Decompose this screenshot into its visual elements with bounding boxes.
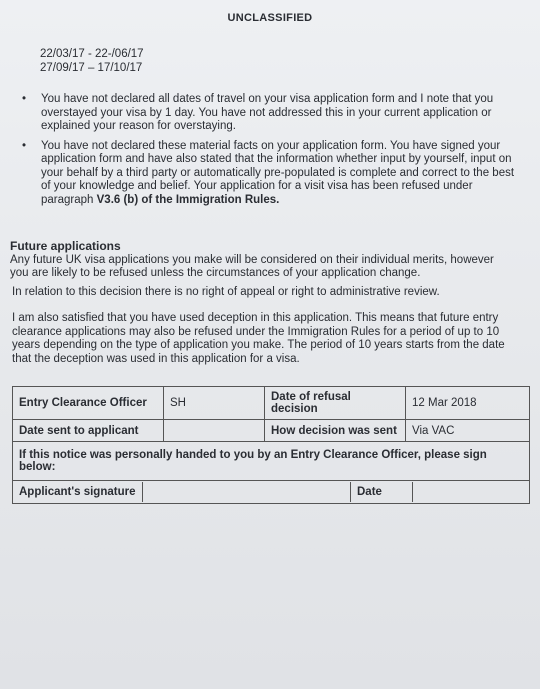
- signature-label: Applicant's signature: [13, 482, 143, 502]
- travel-dates: [40, 47, 144, 75]
- section-text: Any future UK visa applications you make will be considered on their individual merits, however you are likely to be refused unless the circumstances of your application change.: [10, 253, 494, 279]
- reason-text: You have not declared all dates of travel on your visa application form and I note that you overstayed your visa by 1 day. You have not addressed this in your current application or explained your reason for overstaying.: [41, 93, 494, 132]
- signature-row: [13, 481, 530, 504]
- bullet-icon: •: [22, 93, 27, 105]
- date-field[interactable]: [413, 482, 529, 502]
- eco-value: SH: [164, 387, 265, 420]
- how-sent-value: Via VAC: [406, 420, 530, 442]
- how-sent-label: How decision was sent: [265, 420, 406, 442]
- appeal-statement: In relation to this decision there is no right of appeal or right to administrative review.: [12, 286, 440, 298]
- reason-item: [22, 93, 517, 134]
- signature-notice: If this notice was personally handed to you by an Entry Clearance Officer, please sign below:: [13, 442, 530, 481]
- reason-item: [22, 140, 517, 208]
- date-range: 22/03/17 - 22-/06/17: [40, 48, 144, 60]
- section-heading: Future applications: [10, 239, 121, 253]
- date-label: Date: [351, 482, 413, 502]
- decision-details-table: [12, 386, 530, 504]
- sent-date-value[interactable]: [164, 420, 265, 442]
- date-range: 27/09/17 – 17/10/17: [40, 62, 143, 74]
- signature-field[interactable]: [143, 482, 351, 502]
- refusal-date-value: 12 Mar 2018: [406, 387, 530, 420]
- rule-reference: V3.6 (b) of the Immigration Rules.: [96, 193, 280, 206]
- refusal-date-label: Date of refusal decision: [265, 387, 406, 420]
- deception-statement: I am also satisfied that you have used deception in this application. This means that future entry clearance applications may also be refused under the Immigration Rules for a period of up to 10 years depending on the type of application you make. The period of 10 years starts from the date that the deception was used in this application for a visa.: [12, 312, 505, 365]
- reason-text: You have not declared these material facts on your application form. You have signed your application form and have also stated that the information whether input by yourself, input on your behalf by a third party or automatically pre-populated is complete and correct to the best of your knowledge and belief. Your application for a visit visa has been refused under paragraph V3.6 (b) of the Immigration Rules.: [41, 139, 515, 206]
- eco-label: Entry Clearance Officer: [13, 387, 164, 420]
- classification-label: UNCLASSIFIED: [227, 12, 313, 24]
- refusal-reasons: [22, 93, 517, 213]
- future-applications-section: [10, 240, 515, 281]
- bullet-icon: •: [22, 139, 27, 152]
- sent-date-label: Date sent to applicant: [13, 420, 164, 442]
